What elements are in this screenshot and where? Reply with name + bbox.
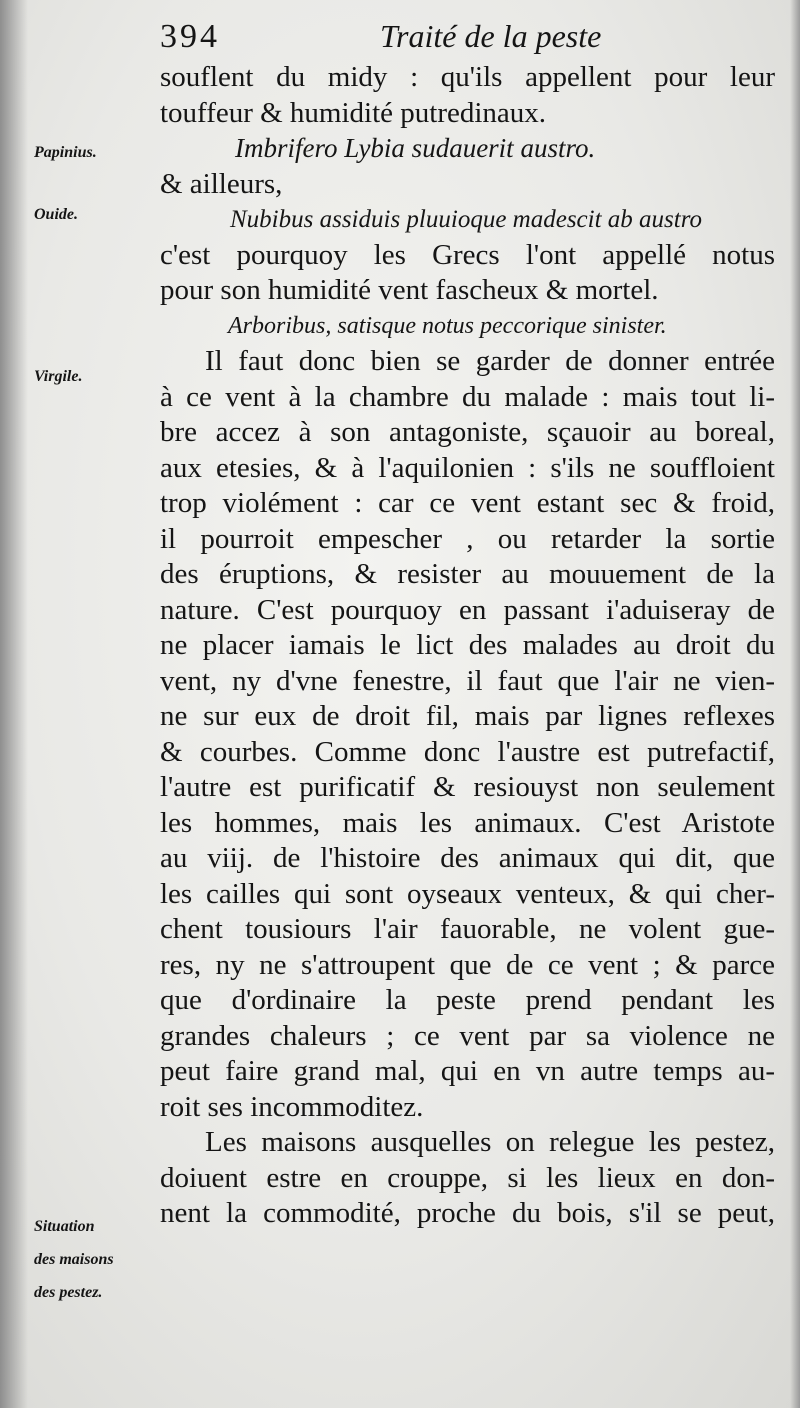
text-line: bre accez à son antagoniste, sçauoir au boreal,: [160, 416, 775, 448]
text-line: ne sur eux de droit fil, mais par lignes reflexes: [160, 700, 775, 732]
text-line: peut faire grand mal, qui en vn autre temps au-: [160, 1055, 775, 1087]
text-line: aux etesies, & à l'aquilonien : s'ils ne souffloient: [160, 451, 775, 484]
text-line: doiuent estre en crouppe, si les lieux en don-: [160, 1161, 775, 1194]
verse-line: Nubibus assiduis pluuioque madescit ab austro: [230, 206, 703, 233]
page-number: 394: [160, 18, 220, 55]
body-text: [160, 60, 775, 1232]
text-line: roit ses incommoditez.: [160, 1090, 424, 1123]
text-line: trop violément : car ce vent estant sec & froid,: [160, 487, 775, 519]
text-line: les cailles qui sont oyseaux venteux, & qui cher-: [160, 877, 775, 910]
margin-note-ouide: Ouide.: [34, 206, 78, 223]
text-line: vent, ny d'vne fenestre, il faut que l'air ne vien-: [160, 664, 775, 697]
text-line: & courbes. Comme donc l'austre est putrefactif,: [160, 735, 775, 768]
text-line: touffeur & humidité putredinaux.: [160, 96, 547, 129]
text-line: souflent du midy : qu'ils appellent pour leur: [160, 61, 775, 93]
margin-note-des-pestez: des pestez.: [34, 1284, 103, 1301]
text-line: au viij. de l'histoire des animaux qui dit, que: [160, 842, 775, 874]
text-line: des éruptions, & resister au mouuement de la: [160, 558, 775, 590]
text-line: Il faut donc bien se garder de donner entrée: [205, 345, 775, 377]
text-line: nature. C'est pourquoy en passant i'aduiseray de: [160, 593, 775, 626]
page-header: [160, 14, 780, 58]
text-line: ne placer iamais le lict des malades au droit du: [160, 629, 775, 661]
text-line: Les maisons ausquelles on relegue les pestez,: [205, 1126, 775, 1158]
verse-line: Imbrifero Lybia sudauerit austro.: [235, 133, 596, 163]
margin-note-situation: Situation: [34, 1218, 95, 1235]
running-title: Traité de la peste: [380, 18, 602, 54]
page-edge-shadow: [790, 0, 800, 1408]
text-line: il pourroit empescher , ou retarder la sortie: [160, 522, 775, 555]
text-line: nent la commodité, proche du bois, s'il se peut,: [160, 1197, 775, 1229]
text-line: pour son humidité vent fascheux & mortel.: [160, 274, 659, 306]
margin-note-papinius: Papinius.: [34, 144, 97, 161]
text-line: & ailleurs,: [160, 167, 283, 200]
text-line: chent tousiours l'air fauorable, ne volent gue-: [160, 913, 775, 945]
text-line: c'est pourquoy les Grecs l'ont appellé notus: [160, 238, 775, 271]
text-line: grandes chaleurs ; ce vent par sa violence ne: [160, 1019, 775, 1052]
text-line: l'autre est purificatif & resiouyst non seulement: [160, 771, 775, 803]
verse-line: Arboribus, satisque notus peccorique sinister.: [228, 312, 667, 339]
gutter-shadow: [0, 0, 28, 1408]
text-line: à ce vent à la chambre du malade : mais tout li-: [160, 380, 775, 413]
margin-note-virgile: Virgile.: [34, 368, 83, 385]
text-line: res, ny ne s'attroupent que de ce vent ; & parce: [160, 948, 775, 981]
text-line: que d'ordinaire la peste prend pendant les: [160, 984, 775, 1016]
text-line: les hommes, mais les animaux. C'est Aristote: [160, 806, 775, 839]
margin-note-des-maisons: des maisons: [34, 1251, 114, 1268]
